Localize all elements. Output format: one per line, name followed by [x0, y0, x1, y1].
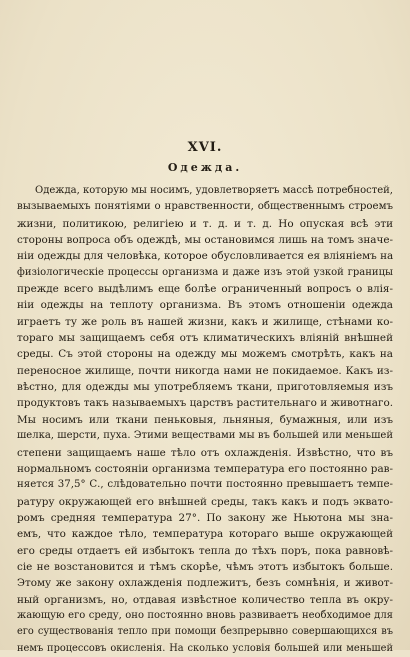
text-line: степени защищаемъ наше тѣло отъ охлажденія. Извѣстно, что въ	[17, 446, 393, 459]
text-line: физіологическіе процессы организма и даже изъ этой узкой границы	[17, 266, 393, 278]
text-line: жающую его среду, оно постоянно вновь развиваетъ необходимое для	[17, 609, 393, 621]
text-line: Этому же закону охлажденія подлежитъ, безъ сомнѣнія, и живот-	[17, 577, 393, 590]
text-line: нормальномъ состояніи организма температура его постоянно рав-	[17, 462, 393, 475]
chapter-number: XVI.	[187, 140, 223, 155]
text-line: стороны вопроса объ одеждѣ, мы остановимся лишь на томъ значе-	[17, 234, 393, 247]
text-line: прежде всего выдѣлимъ еще болѣе ограниченный вопросъ о влія-	[17, 283, 393, 296]
text-line: ромъ средняя температура 27°. По закону же Ньютона мы зна-	[17, 511, 393, 524]
text-line: вызываемыхъ понятіями о нравственности, общественнымъ строемъ	[17, 201, 393, 213]
text-line: ратуру окружающей его внѣшней среды, такъ какъ и подъ эквато-	[17, 495, 393, 508]
text-line: ніи одежды на теплоту организма. Въ этомъ отношеніи одежда	[17, 299, 393, 312]
text-line: переносное жилище, почти никогда нами не покидаемое. Какъ из-	[17, 364, 393, 377]
text-line: емъ, что каждое тѣло, температура котораго выше окружающей	[17, 528, 393, 541]
text-line: тораго мы защищаемъ себя отъ климатическихъ вліяній внѣшней	[17, 332, 393, 345]
text-line: среды. Съ этой стороны на одежду мы можемъ смотрѣть, какъ на	[17, 348, 393, 361]
text-line: ніи одежды для человѣка, которое обусловливается ея вліяніемъ на	[17, 250, 393, 263]
text-line: играетъ ту же роль въ нашей жизни, какъ и жилище, стѣнами ко-	[17, 315, 393, 328]
text-line: Мы носимъ или ткани пеньковыя, льняныя, бумажныя, или изъ	[17, 413, 393, 426]
text-line: няется 37,5° С., слѣдовательно почти постоянно превышаетъ темпе-	[17, 479, 393, 491]
text-line: вѣстно, для одежды мы употребляемъ ткани, приготовляемыя изъ	[17, 381, 393, 394]
text-line: немъ процессовъ окисленія. На сколько условія большей или меньшей	[17, 642, 393, 654]
text-line: его существованія тепло при помощи безпрерывно совершающихся въ	[17, 626, 393, 638]
text-line: ный организмъ, но, отдавая извѣстное количество тепла въ окру-	[17, 593, 393, 606]
text-line: сіе не возстановится и тѣмъ скорѣе, чѣмъ этотъ избытокъ больше.	[17, 560, 393, 573]
chapter-title: Одежда.	[167, 161, 243, 174]
text-line: продуктовъ такъ называемыхъ царствъ растительнаго и животнаго.	[17, 397, 393, 410]
body-text	[17, 183, 393, 657]
text-line: Одежда, которую мы носимъ, удовлетворяетъ массѣ потребностей,	[35, 185, 393, 196]
text-line: шелка, шерсти, пуха. Этими веществами мы въ большей или меньшей	[17, 430, 393, 442]
text-line: его среды отдаетъ ей избытокъ тепла до тѣхъ поръ, пока равновѣ-	[17, 544, 393, 557]
text-line: жизни, политикою, религіею и т. д. и т. д. Но опуская всѣ эти	[17, 217, 393, 230]
